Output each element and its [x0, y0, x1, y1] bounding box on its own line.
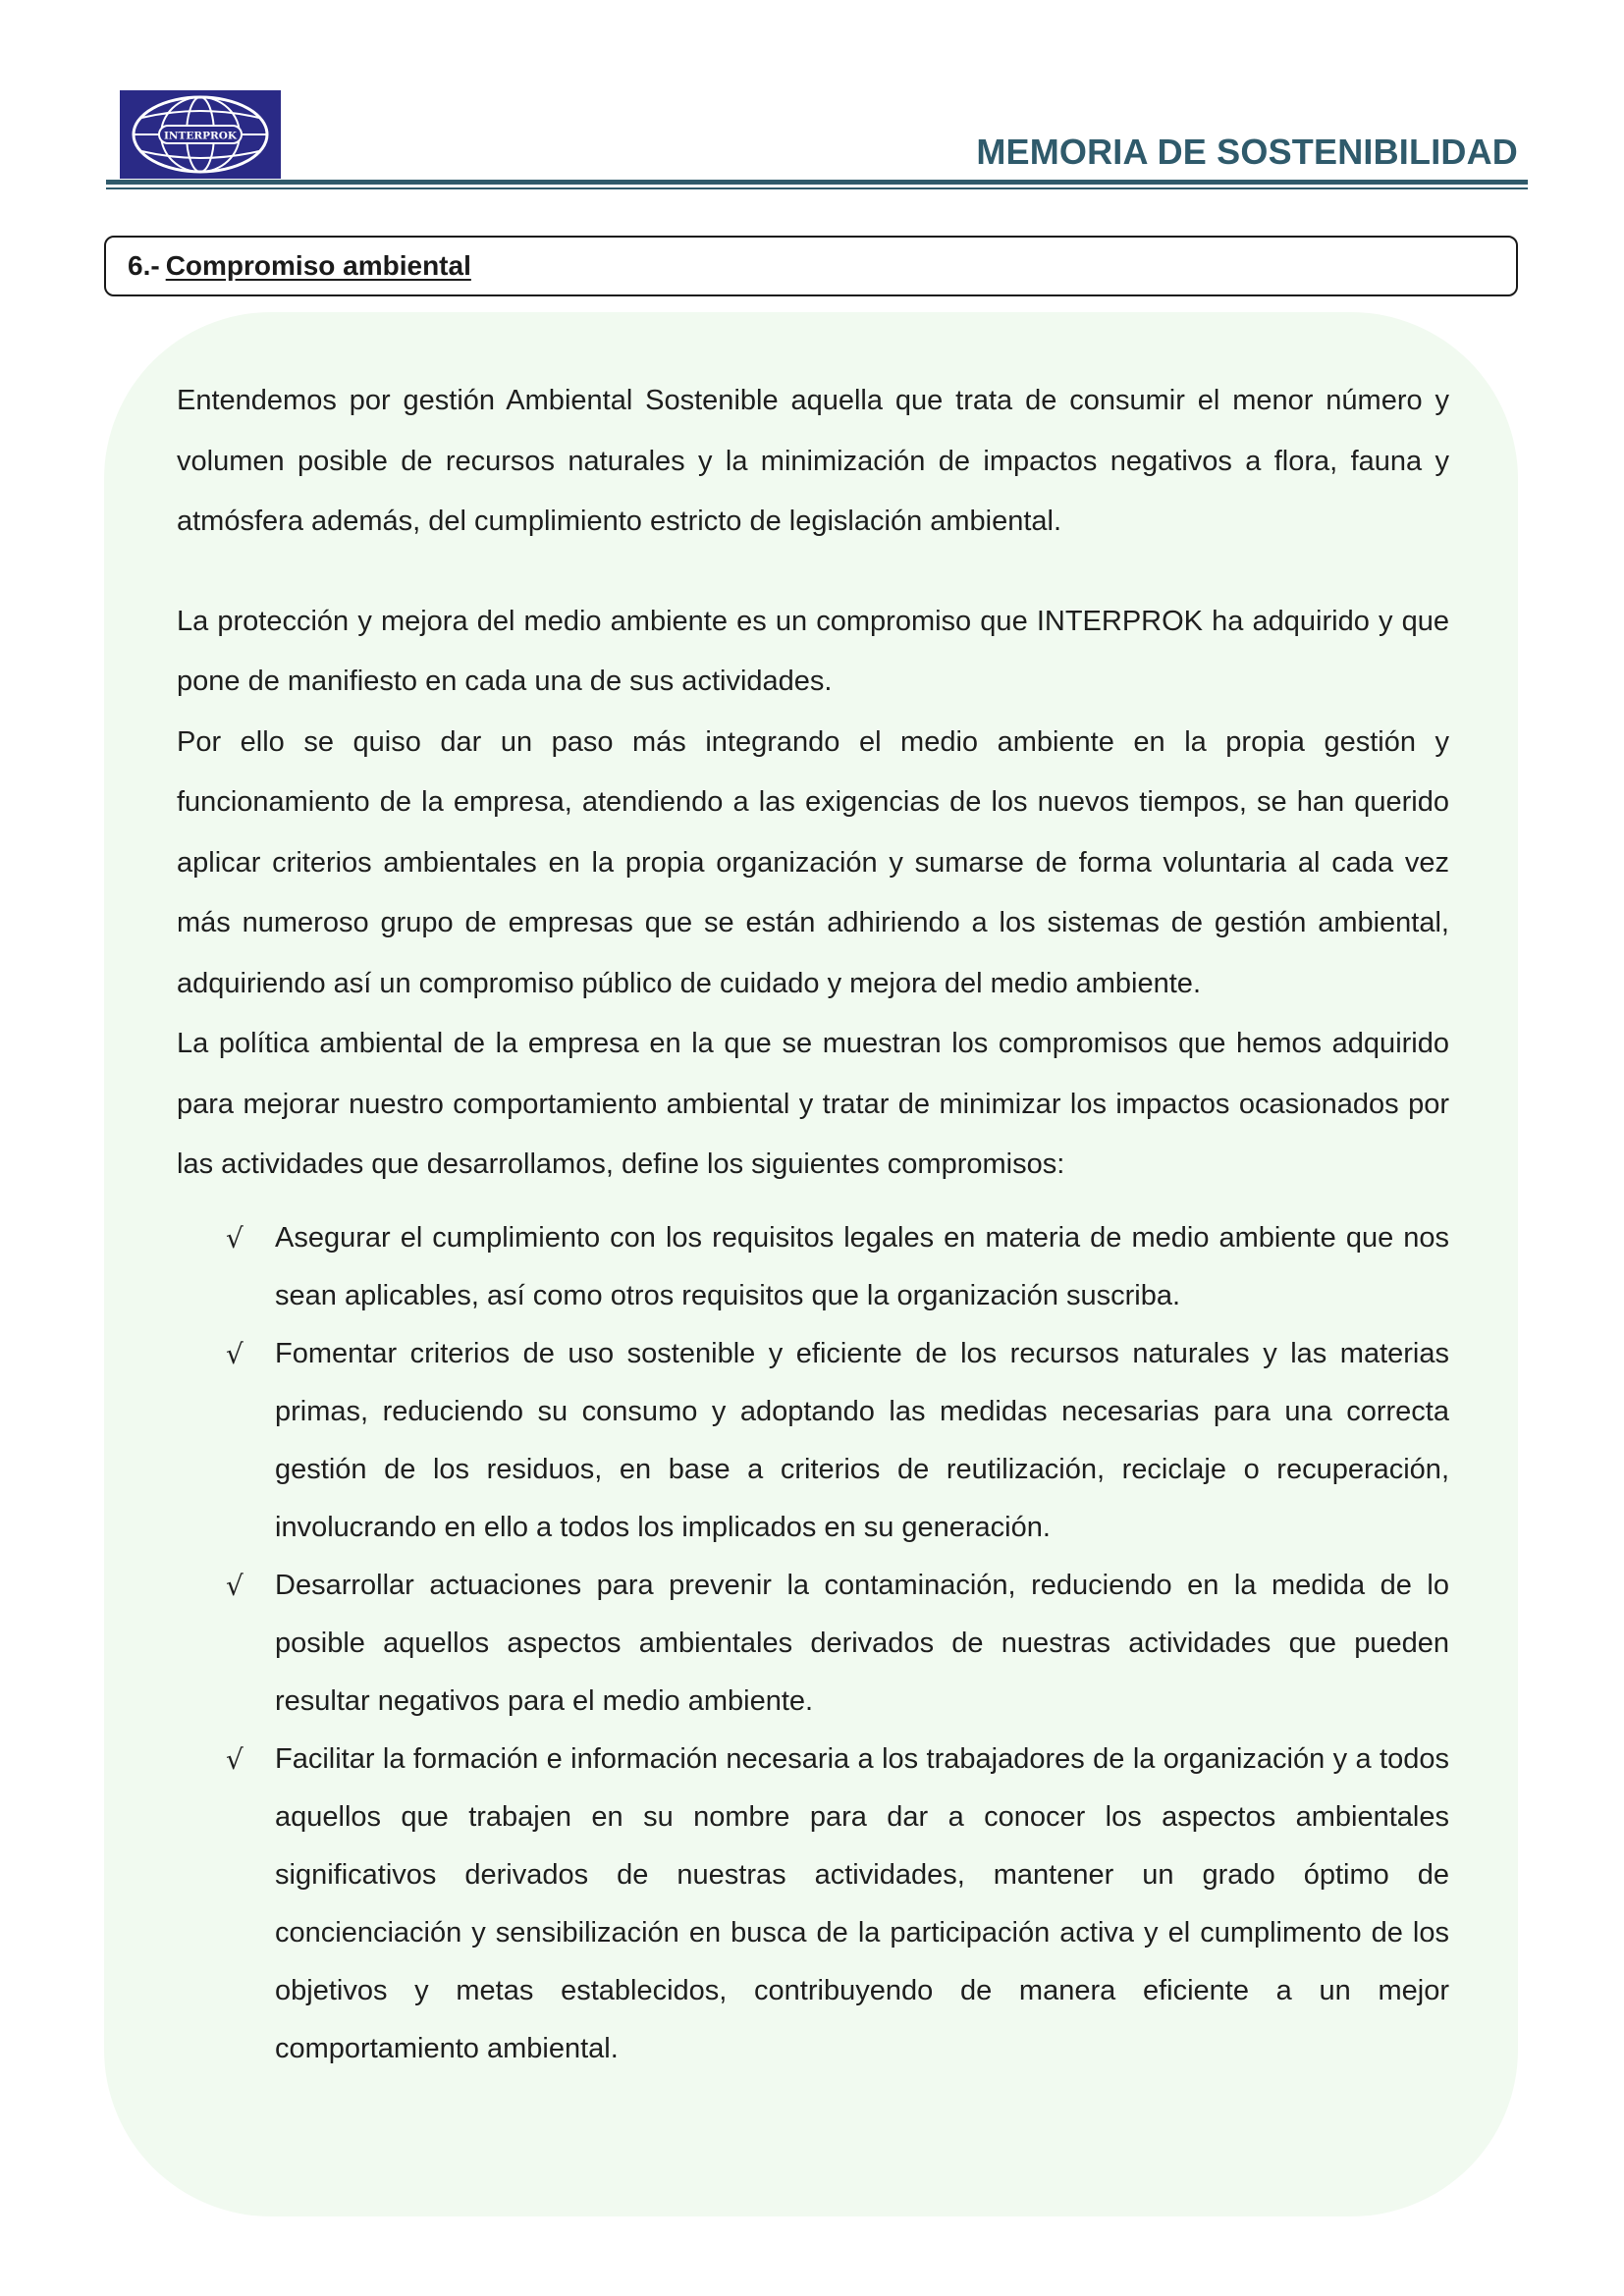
- checkmark-icon: √: [226, 1569, 244, 1602]
- paragraph-commitment: La protección y mejora del medio ambiente es un compromiso que INTERPROK ha adquirido y que pone de manifiesto en cada una de sus actividades.: [177, 605, 1449, 697]
- list-item: [177, 1325, 1449, 1557]
- section-body: [177, 371, 1449, 2078]
- paragraph-definition: Entendemos por gestión Ambiental Sostenible aquella que trata de consumir el menor número y volumen posible de recursos naturales y la minimización de impactos negativos a flora, fauna y atmósfera además, del cumplimiento estricto de legislación ambiental.: [177, 385, 1449, 537]
- checkmark-icon: √: [226, 1221, 244, 1255]
- checkmark-icon: √: [226, 1742, 244, 1776]
- header-divider-thin: [106, 187, 1528, 189]
- list-item: [177, 1731, 1449, 2078]
- company-logo: [120, 90, 281, 179]
- logo-text: INTERPROK: [164, 130, 237, 142]
- list-item: [177, 1557, 1449, 1731]
- commitment-text: Facilitar la formación e información necesaria a los trabajadores de la organización y a todos aquellos que trabajen en su nombre para dar a conocer los aspectos ambientales significativos derivados de nuestras actividades, mantener un grado óptimo de concienciación y sensibilización en busca de la participación activa y el cumplimento de los objetivos y metas establecidos, contribuyendo de manera eficiente a un mejor comportamiento ambiental.: [275, 1742, 1449, 2064]
- list-item: [177, 1209, 1449, 1325]
- commitment-text: Fomentar criterios de uso sostenible y eficiente de los recursos naturales y las materias primas, reduciendo su consumo y adoptando las medidas necesarias para una correcta gestión de los residuos, en base a criterios de reutilización, reciclaje o recuperación, involucrando en ello a todos los implicados en su generación.: [275, 1337, 1449, 1543]
- paragraph-integration: Por ello se quiso dar un paso más integrando el medio ambiente en la propia gestión y funcionamiento de la empresa, atendiendo a las exigencias de los nuevos tiempos, se han querido aplicar criterios ambientales en la propia organización y sumarse de forma voluntaria al cada vez más numeroso grupo de empresas que se están adhiriendo a los sistemas de gestión ambiental, adquiriendo así un compromiso público de cuidado y mejora del medio ambiente.: [177, 725, 1449, 999]
- checkmark-icon: √: [226, 1337, 244, 1370]
- commitment-text: Asegurar el cumplimiento con los requisitos legales en materia de medio ambiente que nos sean aplicables, así como otros requisitos que la organización suscriba.: [275, 1221, 1449, 1311]
- globe-logo-icon: [120, 90, 281, 179]
- header-divider-thick: [106, 180, 1528, 185]
- section-title: Compromiso ambiental: [165, 250, 471, 281]
- commitments-list: [177, 1209, 1449, 2078]
- section-number: 6.-: [128, 250, 160, 281]
- commitment-text: Desarrollar actuaciones para prevenir la contaminación, reduciendo en la medida de lo posible aquellos aspectos ambientales derivados de nuestras actividades que pueden resultar negativos para el medio ambiente.: [275, 1569, 1449, 1717]
- document-title: MEMORIA DE SOSTENIBILIDAD: [976, 132, 1518, 172]
- section-heading: [104, 236, 1518, 296]
- paragraph-policy: La política ambiental de la empresa en la que se muestran los compromisos que hemos adquirido para mejorar nuestro comportamiento ambiental y tratar de minimizar los impactos ocasionados por las actividades que desarrollamos, define los siguientes compromisos:: [177, 1028, 1449, 1180]
